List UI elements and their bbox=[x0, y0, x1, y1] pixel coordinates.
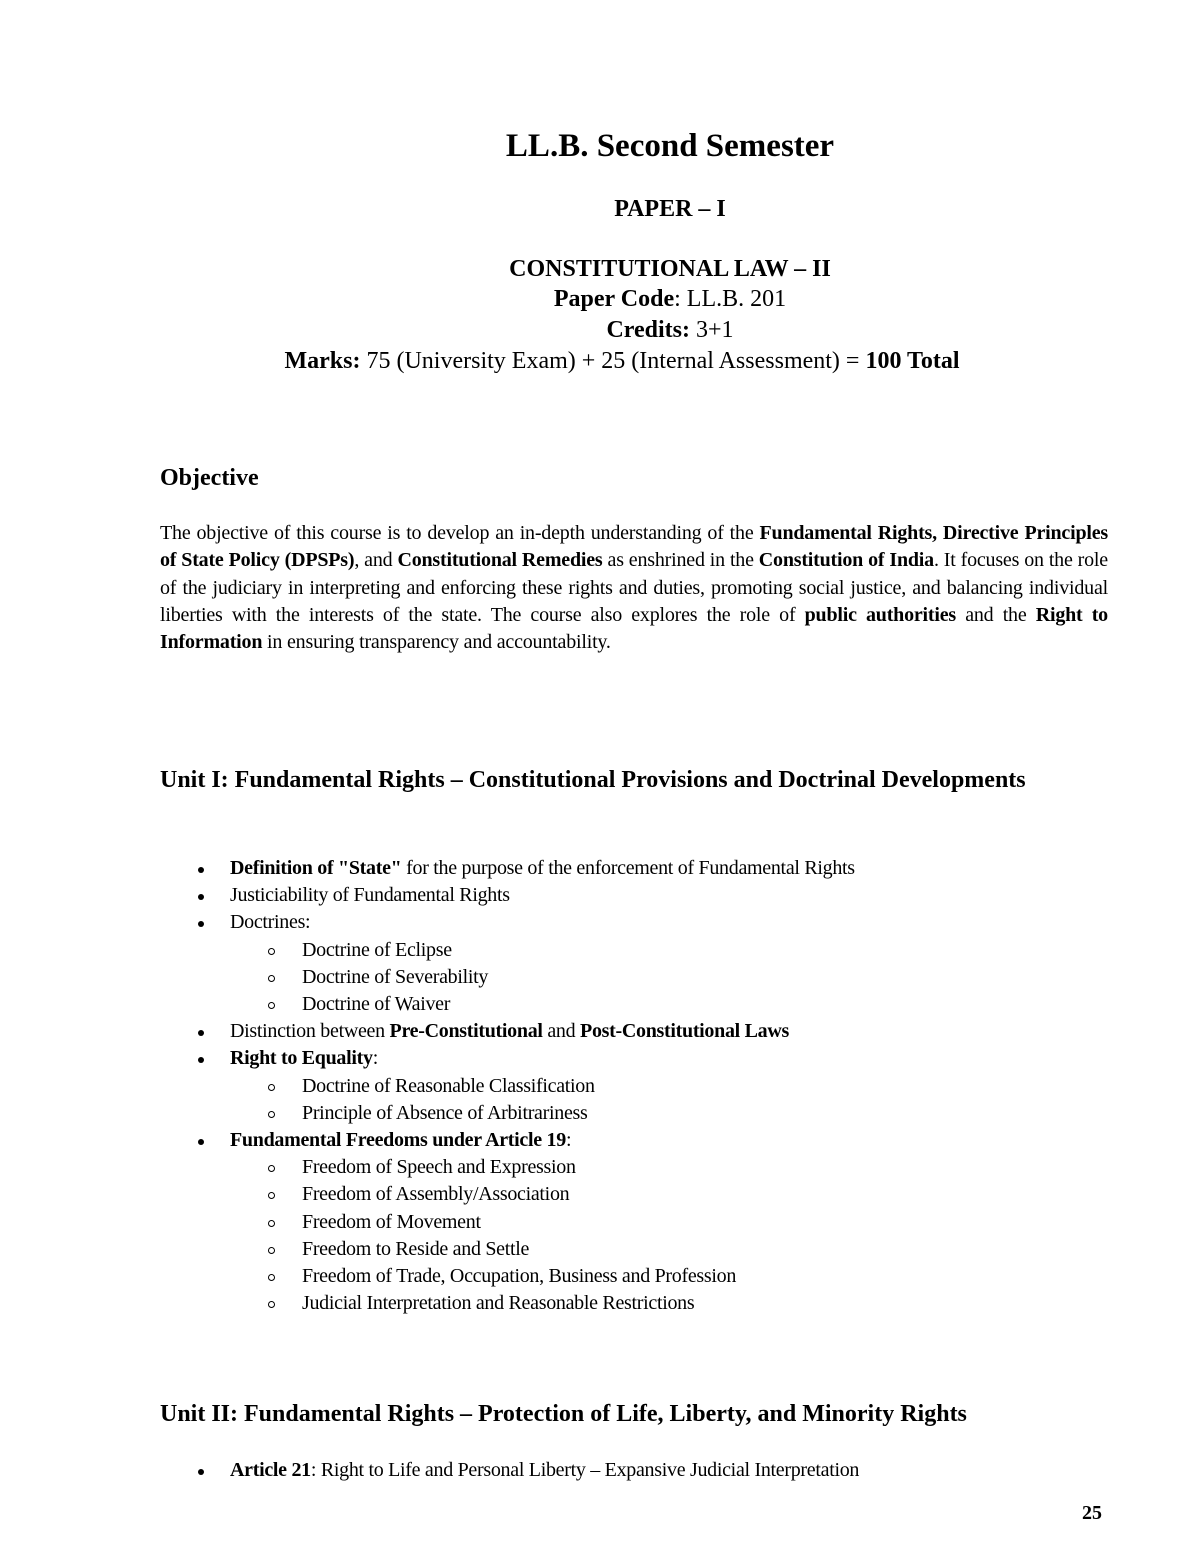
objective-bold-3: Constitution of India bbox=[758, 549, 934, 572]
objective-text-3: as enshrined in the bbox=[602, 549, 759, 572]
marks-value: 75 (University Exam) + 25 (Internal Assessment) = bbox=[360, 348, 866, 374]
sub-list-item: Freedom of Assembly/Association bbox=[230, 1181, 1118, 1208]
list-item-text: : bbox=[565, 1129, 572, 1152]
marks-total: 100 Total bbox=[865, 348, 960, 374]
list-item-bold: Fundamental Freedoms under Article 19 bbox=[230, 1129, 566, 1152]
objective-bold-5: Right to Information bbox=[160, 603, 1108, 654]
sub-list-item: Doctrine of Eclipse bbox=[230, 937, 1118, 964]
marks bbox=[22, 348, 1200, 375]
objective-paragraph bbox=[160, 520, 1108, 656]
credits-value: 3+1 bbox=[690, 317, 734, 343]
sub-list-item: Freedom of Trade, Occupation, Business and Profession bbox=[230, 1263, 1118, 1290]
objective-text-2: , and bbox=[354, 549, 398, 572]
objective-bold-2: Constitutional Remedies bbox=[397, 549, 603, 572]
objective-text-5: and the bbox=[956, 603, 1036, 626]
freedoms-sublist bbox=[230, 1154, 1118, 1317]
list-item bbox=[198, 909, 1118, 1018]
paper-code-value: : LL.B. 201 bbox=[674, 286, 787, 312]
sub-list-item: Freedom of Speech and Expression bbox=[230, 1154, 1118, 1181]
credits bbox=[70, 317, 1200, 344]
list-item-text: Distinction between bbox=[230, 1020, 390, 1043]
objective-bold-4: public authorities bbox=[804, 603, 956, 626]
sub-list-item: Doctrine of Severability bbox=[230, 964, 1118, 991]
sub-list-item: Judicial Interpretation and Reasonable Restrictions bbox=[230, 1290, 1118, 1317]
list-item-bold: Article 21 bbox=[230, 1459, 311, 1481]
list-item bbox=[198, 1127, 1118, 1317]
unit2-heading: Unit II: Fundamental Rights – Protection of Life, Liberty, and Minority Rights bbox=[160, 1401, 967, 1427]
objective-text-4: . It focuses on the role of the judiciary in interpreting and enforcing these rights and duties, promoting social justice, and balancing individual liberties with the interests of the state. The course also explores the role of bbox=[160, 549, 1108, 626]
objective-heading: Objective bbox=[160, 465, 259, 491]
sub-list-item: Principle of Absence of Arbitrariness bbox=[230, 1100, 1118, 1127]
course-title: CONSTITUTIONAL LAW – II bbox=[509, 256, 831, 282]
objective-bold-1: Fundamental Rights, Directive Principles of State Policy (DPSPs) bbox=[160, 522, 1108, 572]
marks-label: Marks: bbox=[284, 348, 361, 374]
objective-text-6: in ensuring transparency and accountability. bbox=[262, 631, 611, 654]
doctrines-sublist bbox=[230, 937, 1118, 1019]
sub-list-item: Doctrine of Reasonable Classification bbox=[230, 1073, 1118, 1100]
semester-title: LL.B. Second Semester bbox=[505, 128, 835, 164]
equality-sublist bbox=[230, 1073, 1118, 1127]
page-number: 25 bbox=[1082, 1502, 1102, 1524]
sub-list-item: Doctrine of Waiver bbox=[230, 991, 1118, 1018]
list-item-text: for the purpose of the enforcement of Fundamental Rights bbox=[401, 857, 855, 879]
sub-list-item: Freedom to Reside and Settle bbox=[230, 1236, 1118, 1263]
paper-code-label: Paper Code bbox=[553, 286, 675, 312]
list-item bbox=[198, 1045, 1118, 1127]
list-item: Justiciability of Fundamental Rights bbox=[198, 882, 1118, 909]
list-item bbox=[198, 1457, 1118, 1484]
unit1-list bbox=[198, 855, 1118, 1317]
paper-code bbox=[70, 286, 1200, 313]
list-item-text: Doctrines: bbox=[230, 911, 311, 934]
unit2-list bbox=[198, 1457, 1118, 1484]
list-item-text: and bbox=[542, 1020, 581, 1043]
list-item bbox=[198, 1018, 1118, 1045]
list-item bbox=[198, 855, 1118, 882]
list-item-bold: Right to Equality bbox=[230, 1047, 373, 1070]
credits-label: Credits: bbox=[606, 317, 690, 343]
paper-label: PAPER – I bbox=[614, 196, 726, 222]
sub-list-item: Freedom of Movement bbox=[230, 1209, 1118, 1236]
list-item-bold: Pre-Constitutional bbox=[389, 1020, 543, 1043]
list-item-text: : bbox=[372, 1047, 378, 1070]
list-item-bold: Definition of "State" bbox=[230, 857, 402, 879]
objective-text-1: The objective of this course is to develop an in-depth understanding of the bbox=[160, 522, 760, 544]
list-item-bold: Post-Constitutional Laws bbox=[580, 1020, 789, 1043]
unit1-heading: Unit I: Fundamental Rights – Constitutional Provisions and Doctrinal Developments bbox=[160, 767, 1026, 793]
list-item-text: : Right to Life and Personal Liberty – Expansive Judicial Interpretation bbox=[310, 1459, 860, 1481]
